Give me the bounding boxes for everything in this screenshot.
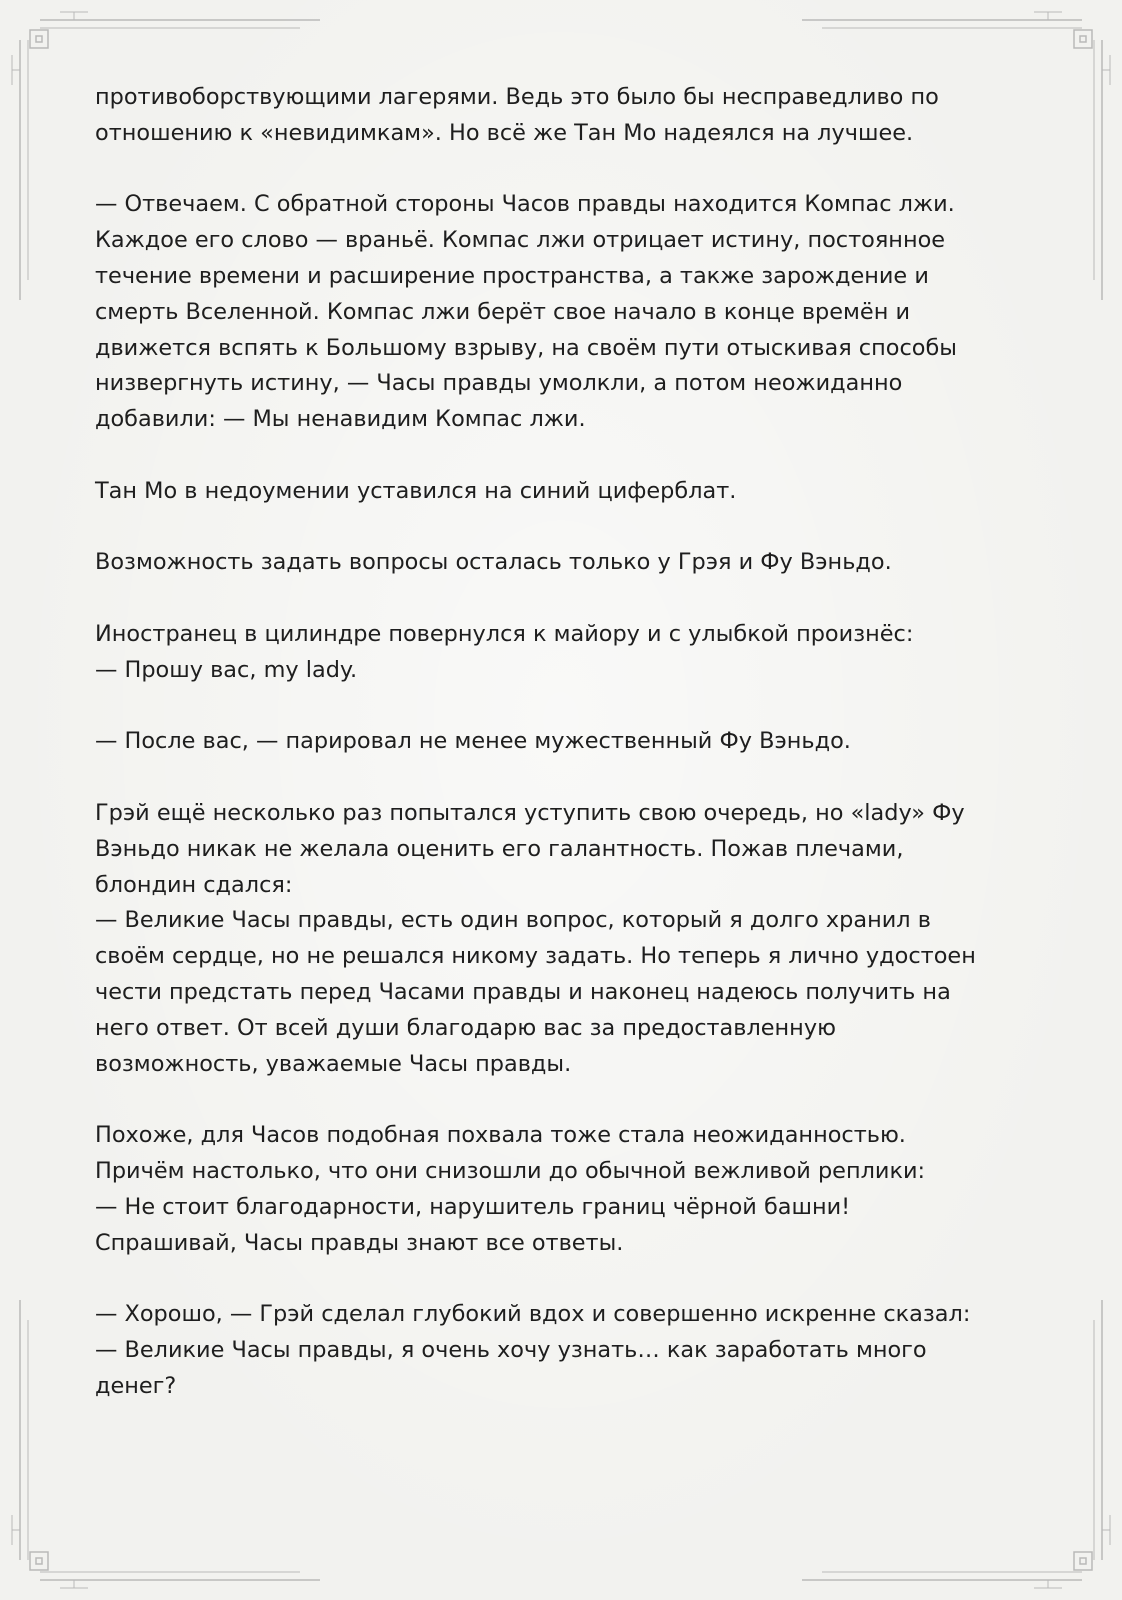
paragraph bbox=[95, 545, 1030, 581]
paragraph bbox=[95, 724, 1030, 760]
text-line: Похоже, для Часов подобная похвала тоже стала неожиданностью. bbox=[95, 1122, 906, 1149]
text-line: Грэй ещё несколько раз попытался уступить свою очередь, но «lady» Фу bbox=[95, 799, 965, 826]
paragraph bbox=[95, 1297, 1030, 1404]
text-line: Вэньдо никак не желала оценить его галантность. Пожав плечами, bbox=[95, 835, 904, 862]
paragraph-gap bbox=[95, 760, 1030, 796]
text-line: движется вспять к Большому взрыву, на своём пути отыскивая способы bbox=[95, 334, 957, 361]
paragraph-gap bbox=[95, 1082, 1030, 1118]
text-line: отношению к «невидимкам». Но всё же Тан Мо надеялся на лучшее. bbox=[95, 119, 914, 146]
text-line: блондин сдался: bbox=[95, 871, 293, 898]
book-text bbox=[95, 80, 1030, 1404]
text-line: Тан Мо в недоумении уставился на синий циферблат. bbox=[95, 477, 737, 504]
paragraph bbox=[95, 796, 1030, 1082]
text-line: Возможность задать вопросы осталась только у Грэя и Фу Вэньдо. bbox=[95, 549, 892, 576]
paragraph-gap bbox=[95, 1261, 1030, 1297]
text-line: Причём настолько, что они снизошли до обычной вежливой реплики: bbox=[95, 1157, 926, 1184]
paragraph bbox=[95, 474, 1030, 510]
text-line: денег? bbox=[95, 1372, 177, 1399]
text-line: — После вас, — парировал не менее мужественный Фу Вэньдо. bbox=[95, 728, 851, 755]
text-line: — Не стоит благодарности, нарушитель границ чёрной башни! bbox=[95, 1193, 851, 1220]
paragraph-gap bbox=[95, 152, 1030, 188]
text-line: низвергнуть истину, — Часы правды умолкли, а потом неожиданно bbox=[95, 370, 903, 397]
text-line: течение времени и расширение пространства, а также зарождение и bbox=[95, 262, 929, 289]
text-line: — Отвечаем. С обратной стороны Часов правды находится Компас лжи. bbox=[95, 191, 955, 218]
text-line: — Хорошо, — Грэй сделал глубокий вдох и совершенно искренне сказал: bbox=[95, 1301, 971, 1328]
text-line: возможность, уважаемые Часы правды. bbox=[95, 1050, 572, 1077]
text-line: Иностранец в цилиндре повернулся к майору и с улыбкой произнёс: bbox=[95, 620, 914, 647]
text-line: него ответ. От всей души благодарю вас за предоставленную bbox=[95, 1014, 836, 1041]
text-line: чести предстать перед Часами правды и наконец надеюсь получить на bbox=[95, 978, 951, 1005]
paragraph-gap bbox=[95, 689, 1030, 725]
text-line: — Прошу вас, my lady. bbox=[95, 656, 358, 683]
paragraph-gap bbox=[95, 581, 1030, 617]
text-line: своём сердце, но не решался никому задать. Но теперь я лично удостоен bbox=[95, 943, 976, 970]
paragraph bbox=[95, 617, 1030, 689]
text-line: — Великие Часы правды, я очень хочу узнать… как заработать много bbox=[95, 1336, 927, 1363]
text-line: смерть Вселенной. Компас лжи берёт свое начало в конце времён и bbox=[95, 298, 911, 325]
paragraph-gap bbox=[95, 438, 1030, 474]
text-line: Каждое его слово — враньё. Компас лжи отрицает истину, постоянное bbox=[95, 227, 946, 254]
text-line: добавили: — Мы ненавидим Компас лжи. bbox=[95, 406, 586, 433]
text-line: — Великие Часы правды, есть один вопрос, который я долго хранил в bbox=[95, 907, 931, 934]
paragraph bbox=[95, 1118, 1030, 1261]
paragraph bbox=[95, 187, 1030, 438]
paragraph bbox=[95, 80, 1030, 152]
text-line: противоборствующими лагерями. Ведь это было бы несправедливо по bbox=[95, 84, 939, 110]
text-line: Спрашивай, Часы правды знают все ответы. bbox=[95, 1229, 624, 1256]
paragraph-gap bbox=[95, 510, 1030, 546]
